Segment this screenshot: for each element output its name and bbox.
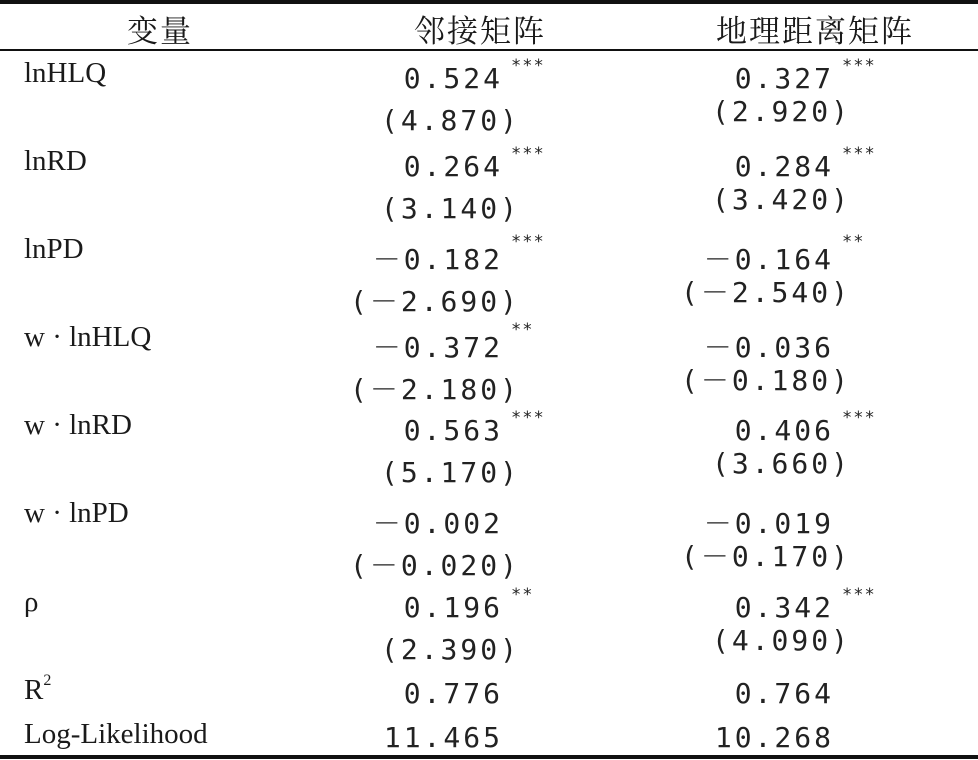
significance-geo-distance: ** <box>842 232 865 252</box>
coef-adjacency: －0.182 <box>372 243 503 276</box>
table-bottom-rule <box>0 755 978 759</box>
tstat-adjacency: (4.870) <box>380 104 520 137</box>
coef-geo-distance: －0.036 <box>703 331 834 364</box>
tstat-adjacency: (－2.690) <box>349 285 520 318</box>
coef-geo-distance: －0.019 <box>703 507 834 540</box>
significance-adjacency: *** <box>511 232 545 252</box>
variable-label: w · lnPD <box>24 497 129 529</box>
r-squared-adjacency: 0.776 <box>403 677 503 710</box>
header-adjacency-matrix: 邻接矩阵 <box>414 14 546 50</box>
tstat-geo-distance: (－0.180) <box>680 364 851 397</box>
log-likelihood-label: Log-Likelihood <box>24 718 208 750</box>
tstat-adjacency: (－0.020) <box>349 549 520 582</box>
log-likelihood-adjacency: 11.465 <box>383 721 503 754</box>
tstat-geo-distance: (3.420) <box>711 183 851 216</box>
r-squared-label <box>24 674 51 707</box>
coef-geo-distance: －0.164 <box>703 243 834 276</box>
coef-geo-distance: 0.327 <box>734 62 834 95</box>
coef-geo-distance: 0.284 <box>734 150 834 183</box>
tstat-geo-distance: (3.660) <box>711 447 851 480</box>
table-top-rule <box>0 0 978 4</box>
coef-adjacency: －0.002 <box>372 507 503 540</box>
tstat-adjacency: (2.390) <box>380 633 520 666</box>
r-squared-superscript: 2 <box>43 672 52 689</box>
tstat-geo-distance: (2.920) <box>711 95 851 128</box>
log-likelihood-geo-distance: 10.268 <box>714 721 834 754</box>
coef-geo-distance: 0.342 <box>734 591 834 624</box>
significance-geo-distance: *** <box>842 408 876 428</box>
variable-label: lnHLQ <box>24 57 107 89</box>
significance-adjacency: *** <box>511 408 545 428</box>
coef-geo-distance: 0.406 <box>734 414 834 447</box>
significance-geo-distance: *** <box>842 585 876 605</box>
tstat-adjacency: (3.140) <box>380 192 520 225</box>
significance-adjacency: ** <box>511 585 534 605</box>
tstat-geo-distance: (－0.170) <box>680 540 851 573</box>
variable-label: lnRD <box>24 145 87 177</box>
tstat-geo-distance: (4.090) <box>711 624 851 657</box>
significance-adjacency: *** <box>511 56 545 76</box>
tstat-adjacency: (5.170) <box>380 456 520 489</box>
tstat-geo-distance: (－2.540) <box>680 276 851 309</box>
coef-adjacency: 0.264 <box>403 150 503 183</box>
significance-adjacency: *** <box>511 144 545 164</box>
r-squared-geo-distance: 0.764 <box>734 677 834 710</box>
variable-label: w · lnHLQ <box>24 321 152 353</box>
header-geo-distance-matrix: 地理距离矩阵 <box>716 14 914 50</box>
coef-adjacency: －0.372 <box>372 331 503 364</box>
significance-geo-distance: *** <box>842 144 876 164</box>
tstat-adjacency: (－2.180) <box>349 373 520 406</box>
variable-label: lnPD <box>24 233 84 265</box>
r-squared-base: R <box>24 674 44 706</box>
variable-label: ρ <box>24 586 39 618</box>
variable-label: w · lnRD <box>24 409 132 441</box>
coef-adjacency: 0.563 <box>403 414 503 447</box>
significance-geo-distance: *** <box>842 56 876 76</box>
coef-adjacency: 0.524 <box>403 62 503 95</box>
significance-adjacency: ** <box>511 320 534 340</box>
header-variable: 变量 <box>127 14 193 50</box>
coef-adjacency: 0.196 <box>403 591 503 624</box>
